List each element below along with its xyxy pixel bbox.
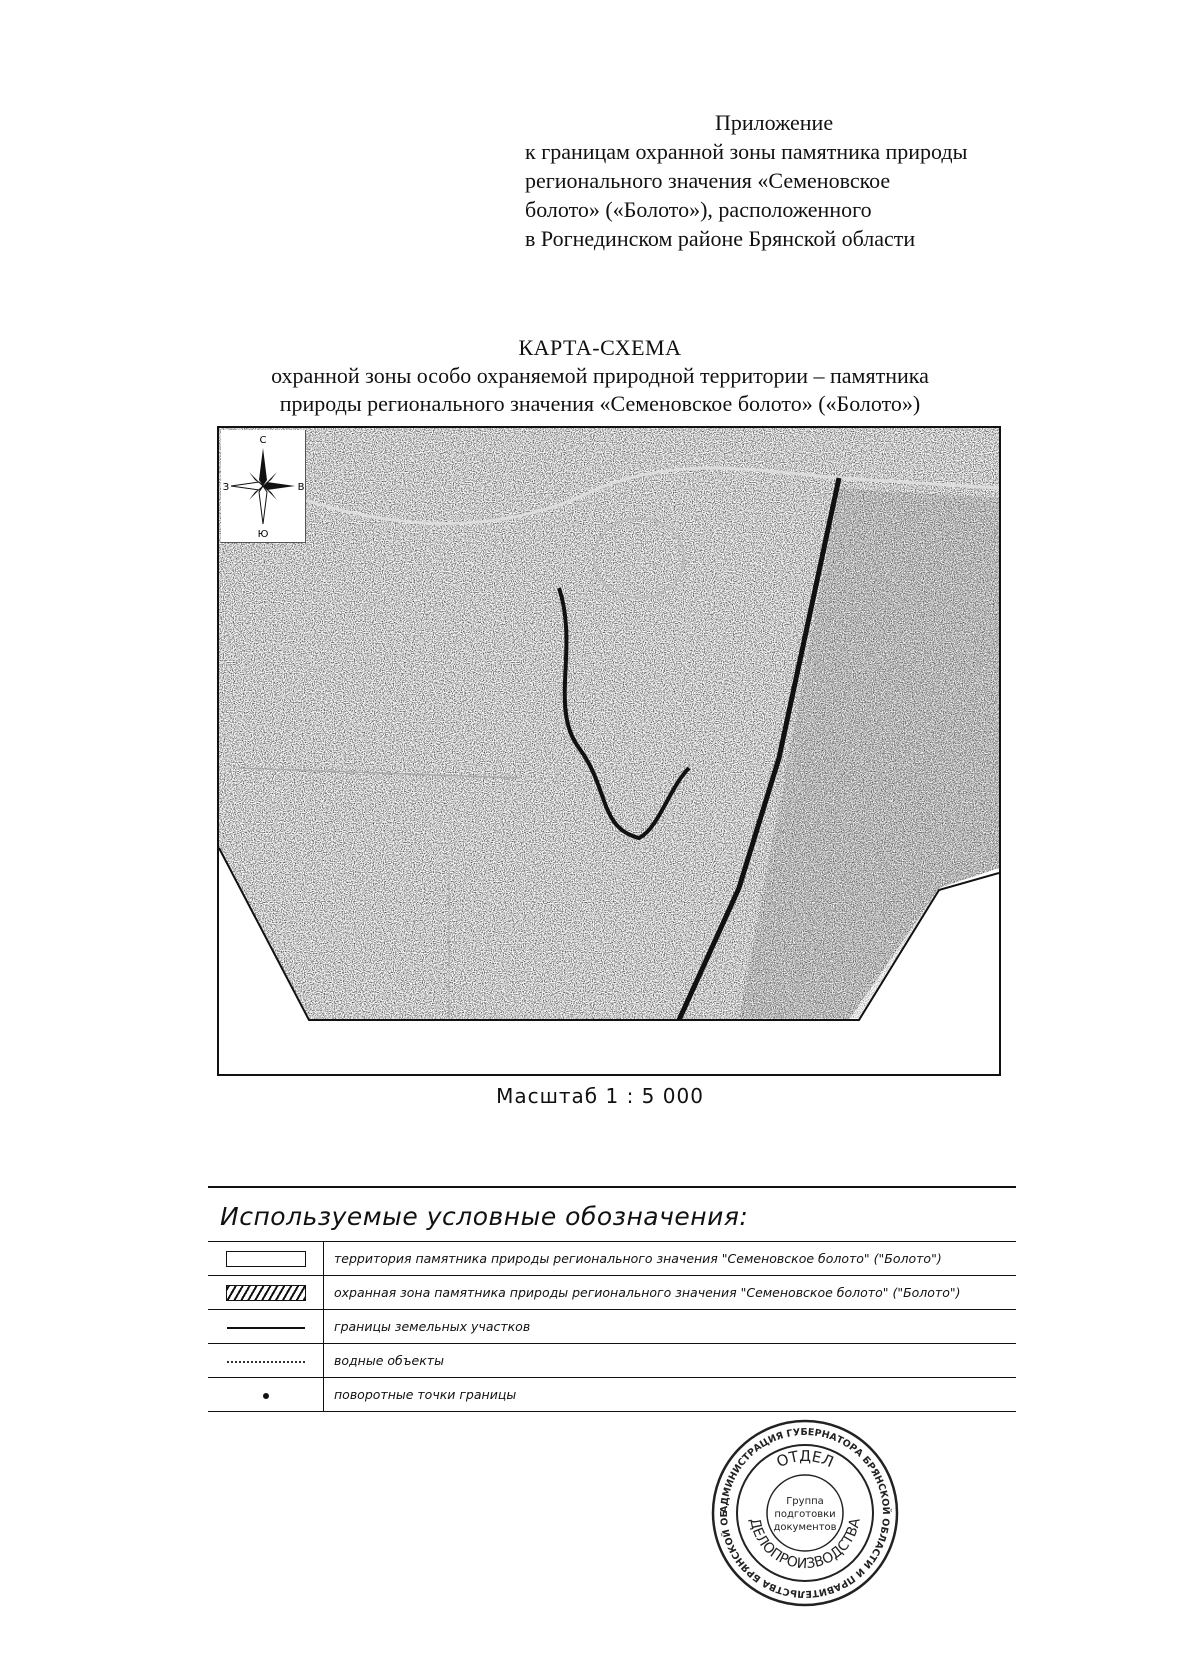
map-title [200, 334, 1000, 418]
appendix-header [525, 108, 1085, 253]
legend-table [208, 1241, 1016, 1412]
legend-symbol-land-boundary [208, 1310, 324, 1344]
official-stamp [710, 1418, 900, 1608]
legend-symbol-turning-point [208, 1378, 324, 1412]
legend-row [208, 1378, 1016, 1412]
legend [208, 1186, 1016, 1412]
legend-symbol-protected-zone [208, 1276, 324, 1310]
stamp-seal-icon [710, 1418, 900, 1608]
appendix-title: Приложение [715, 110, 834, 135]
compass-east: В [297, 482, 305, 493]
map-subtitle-line-1: охранной зоны особо охраняемой природной территории – памятника [271, 363, 929, 388]
legend-symbol-territory [208, 1242, 324, 1276]
legend-label: границы земельных участков [324, 1310, 1017, 1344]
appendix-line-2: к границам охранной зоны памятника природы [525, 139, 968, 164]
appendix-line-5: в Рогнединском районе Брянской области [525, 226, 916, 251]
legend-row [208, 1276, 1016, 1310]
stamp-top-text: ОТДЕЛ [773, 1446, 837, 1472]
stamp-bottom-text: ДЕЛОПРОИЗВОДСТВА [746, 1516, 864, 1573]
map-frame [217, 426, 1001, 1076]
map-image [219, 428, 999, 1074]
legend-label: охранная зона памятника природы регионального значения "Семеновское болото" ("Болото") [324, 1276, 1017, 1310]
legend-row [208, 1344, 1016, 1378]
legend-label: территория памятника природы регионального значения "Семеновское болото" ("Болото") [324, 1242, 1017, 1276]
legend-symbol-water [208, 1344, 324, 1378]
stamp-center-line-1: Группа [786, 1496, 824, 1507]
appendix-line-4: болото» («Болото»), расположенного [525, 197, 872, 222]
legend-row [208, 1242, 1016, 1276]
compass-south: Ю [257, 529, 269, 540]
map-scale: Масштаб 1 : 5 000 [496, 1084, 704, 1108]
map-heading: КАРТА-СХЕМА [518, 335, 682, 360]
compass-rose-icon [221, 430, 305, 542]
compass-north: С [259, 435, 267, 446]
svg-text:ОТДЕЛ [774, 1447, 836, 1471]
stamp-ring-text: АДМИНИСТРАЦИЯ ГУБЕРНАТОРА БРЯНСКОЙ ОБЛАСТИ И ПРАВИТЕЛЬСТВА БРЯНСКОЙ ОБ [718, 1426, 892, 1600]
legend-row [208, 1310, 1016, 1344]
legend-label: водные объекты [324, 1344, 1017, 1378]
legend-top-rule [208, 1186, 1016, 1188]
appendix-line-3: регионального значения «Семеновское [525, 168, 891, 193]
compass-west: З [222, 482, 230, 493]
stamp-center-line-3: документов [773, 1522, 837, 1533]
stamp-center-line-2: подготовки [774, 1509, 836, 1520]
legend-label: поворотные точки границы [324, 1378, 1017, 1412]
map-subtitle-line-2: природы регионального значения «Семеновское болото» («Болото») [279, 391, 921, 416]
legend-title: Используемые условные обозначения: [220, 1202, 749, 1231]
compass-rose [221, 430, 306, 543]
